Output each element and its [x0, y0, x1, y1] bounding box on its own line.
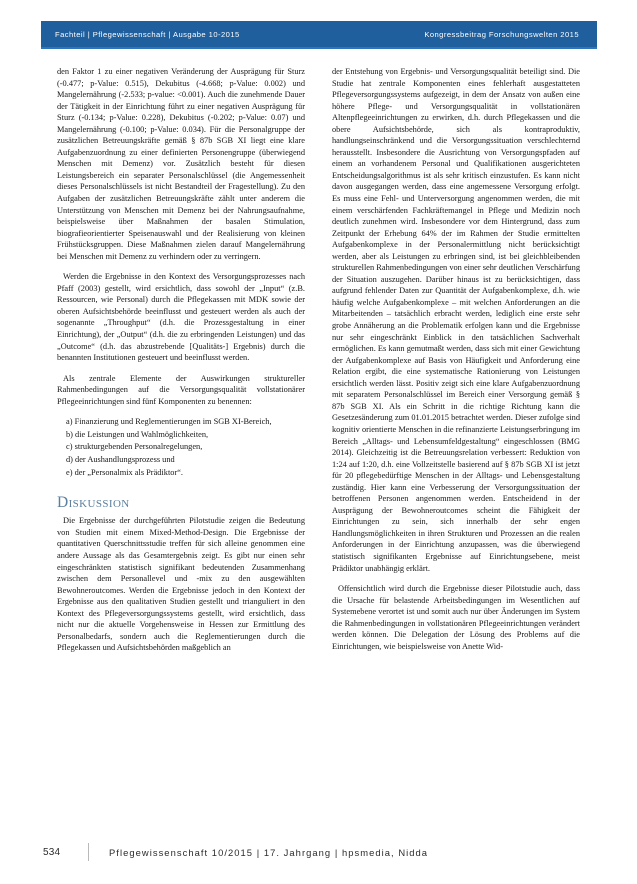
page-number: 534: [43, 846, 61, 858]
list-item: c) strukturgebenden Personalregelungen,: [66, 442, 203, 452]
left-column: [57, 66, 305, 826]
list-item: e) der „Personalmix als Prädiktor“.: [66, 467, 184, 477]
list-item: d) der Aushandlungsprozess und: [66, 454, 175, 464]
paragraph: Die Ergebnisse der durchgeführten Pilotstudie zeigen die Bedeutung von Studien mit einem Mixed-Method-Design. Die Ergebnisse der quantitativen Querschnittsstudie treffen für sich alleine genommen eine andere Aussage als das Gesamtergebnis zeigt. Es gibt nur einen sehr eingeschränkten statistisch signifikant bedeutenden Zusammenhang zwischen dem Personallevel und -mix zu den ausgewählten Bewohneroutcomes. Werden die Ergebnisse jedoch in den Kontext der Ergebnisse aus den qualitativen Studien gestellt und trianguliert in den Kontext des Pflegeversorgungssystems gestellt, wird ersichtlich, dass nicht nur die aktuelle Vorgehensweise in Hessen zur Ermittlung des Personalbedarfs, sondern auch die Reglementierungen durch die Pflegekassen und Aufsichtsbehörden maßgeblich an: [57, 516, 305, 653]
right-column: [332, 66, 580, 826]
list-item: b) die Leistungen und Wahlmöglichkeiten,: [66, 429, 209, 439]
section-heading-diskussion: Diskussion: [57, 494, 130, 512]
paragraph: Werden die Ergebnisse in den Kontext des Versorgungsprozesses nach Pfaff (2003) gestellt, wird ersichtlich, dass sowohl der „Input“ (z.B. Ressourcen, wie Personal) durch die Pflegekassen mit MDK sowie der oberen Aufsichtsbehörde beeinflusst und gesteuert werden als auch der sogenannte „Throughput“ (d.h. die Prozessgestaltung in einer Einrichtung), der „Output“ (d.h. die zu erbringenden Leistungen) und das „Outcome“ (d.h. das abzustrebende [Qualitäts-] Ergebnis) durch die benannten Institutionen gesteuert und beeinflusst werden.: [57, 272, 305, 363]
list-item: a) Finanzierung und Reglementierungen im SGB XI-Bereich,: [66, 417, 272, 427]
header-left-text: Fachteil | Pflegewissenschaft | Ausgabe 10-2015: [55, 29, 240, 39]
page-footer: [41, 839, 597, 865]
paragraph: Offensichtlich wird durch die Ergebnisse dieser Pilotstudie auch, dass die Ursache für belastende Arbeitsbedingungen im Wesentlichen auf Systemebene verortet ist und somit auch nur über Änderungen im System die Rahmenbedingungen in vollstationären Pflegeeinrichtungen verändert werden können. Die Delegation der Lösung des Problems auf die Einrichtungen, wie beispielsweise von Anette Wid-: [332, 584, 580, 651]
footer-citation: Pflegewissenschaft 10/2015 | 17. Jahrgang | hpsmedia, Nidda: [109, 846, 429, 858]
paragraph: Als zentrale Elemente der Auswirkungen struktureller Rahmenbedingungen auf die Versorgungsqualität vollstationärer Pflegeeinrichtungen sind fünf Komponenten zu benennen:: [57, 373, 305, 406]
header-right-text: Kongressbeitrag Forschungswelten 2015: [424, 29, 579, 39]
paragraph: der Entstehung von Ergebnis- und Versorgungsqualität beteiligt sind. Die Studie hat zentrale Komponenten eines fehlerhaft ausgestatteten Pflegeversorgungssystems aufgezeigt, in dem der Ansatz von außen eine höhere Pflege- und Versorgungsqualität in vollstationären Altenpflegeeinrichtungen zu erwirken, d.h. durch Pflegekassen und die obere Aufsichtsbehörde, sich als kontraproduktiv, handlungseinschränkend und die Versorgungssituation verschlechternd herausstellt. Insbesondere die Ausrichtung von Versorgungspfaden auf einem an vorhandenem Personal und Qualifikationen ausgerichteten Entscheidungsalgorithmus ist als sehr kritisch einzustufen. Es kann nicht davon ausgegangen werden, dass eine angemessene Versorgung erfolgt. Es muss eine Fehl- und Unterversorgung angenommen werden, die mit einem verschärfenden Fachkräftemangel in Pflege und Medizin noch deutlich zunehmen wird. Insbesondere vor dem Hintergrund, dass zum Zeitpunkt der Erhebung 64% der im Rahmen der Studie ermittelten Aufgabenkomplexe in der Personalermittlung nicht berücksichtigt werden, aber als Leistungen zu erbringen sind, ist bei gleichbleibenden strukturellen Rahmenbedingungen von einer sehr deutlichen Verschärfung der Situation auszugehen. Darüber hinaus ist zu berücksichtigen, dass aufgrund fehlender Daten zur Quantität der Aufgabenkomplexe, d.h. wie häufig welche Aufgabenkomplexe – mit welchen Anforderungen an die Mitarbeitenden – tatsächlich erbracht werden, lediglich eine erste sehr grobe Annäherung an die Problematik erfolgen kann und die Ergebnisse nur sehr eingeschränkt Einblick in den tatsächlichen Sachverhalt ermöglichen. Es kann gemutmaßt werden, dass sich mit einer Gewichtung der Aufgabenkomplexe auf Basis von Häufigkeit und Anforderung eine Relation ergibt, die eine systematische Rationierung von Leistungen ersichtlich werden lässt. Positiv zeigt sich eine klare Aufgabenzuordnung mit separatem Personalschlüssel im Bereich einer Versorgung gemäß § 87b SGB XI. Als ein Schritt in die richtige Richtung kann die Gesetzesänderung zum 01.01.2015 betrachtet werden. Dieser zufolge sind kognitiv orientierte Menschen in die refinanzierte Leistungserbringung im Bereich „Alltags- und Lebensumfeldgestaltung“ eingeschlossen (BMG 2014). Gleichzeitig ist die Betreuungsrelation verbessert: Reduktion von 1:24 auf 1:20, d.h. eine Vollzeitstelle basierend auf § 87b SGB XI ist jetzt für 20 pflegebedürftige Menschen in der Alltags- und Lebensgestaltung zuständig. Hier kann eine Verbesserung der Versorgungssituation der betroffenen Personen angenommen werden. Entscheidend in der Ausprägung der Bewohneroutcomes scheint die Fähigkeit der Einrichtungen zu sein, sich innerhalb der sehr engen Handlungsmöglichkeiten in ihren Strukturen und Prozessen an die realen Anforderungen in der Einrichtung anzupassen, was die überwiegend statistisch signifikanten Ergebnisse auf Einrichtungsebene, meist Prädiktor unabhängig erklärt.: [332, 67, 580, 573]
paragraph: den Faktor 1 zu einer negativen Veränderung der Ausprägung für Sturz (-0.477; p-Value: 0.515), Dekubitus (-4.668; p-Value: 0.002) und Mangelernährung (-2.533; p-value: <0.001). Auch die zunehmende Dauer der Tätigkeit in der Einrichtung führt zu einer negativen Ausprägung für Sturz (-0.134; p-Value: 0.228), Dekubitus (-0.202; p-Value: 0.07) und Mangelernährung (-0.100; p-Value: 0.034). Für die Personalgruppe der zusätzlichen Betreuungskräfte gemäß § 87b SGB XI liegt eine klare Aufgabenzuordnung zu einer definierten Personengruppe (überwiegend Menschen mit Demenz) vor. Zusätzlich besteht für diesen Leistungsbereich ein separater Personalschlüssel (die Angemessenheit dieses Personalschlüssels ist nicht Bestandteil der Fragestellung). Zu den Aufgaben der zusätzlichen Betreuungskräfte zählt unter anderem die Unterstützung von Menschen mit Demenz bei der Nahrungsaufnahme, beispielsweise über Maßnahmen der basalen Stimulation, biografieorientierter Speisenauswahl und der Realisierung von kleinen Frühstücksgruppen. Diese Maßnahmen zielen darauf Mangelernährung bei Menschen mit Demenz zu verhindern oder zu verringern.: [57, 67, 305, 261]
component-list: [57, 416, 305, 478]
running-header: [41, 21, 597, 47]
body-columns: [57, 66, 581, 826]
